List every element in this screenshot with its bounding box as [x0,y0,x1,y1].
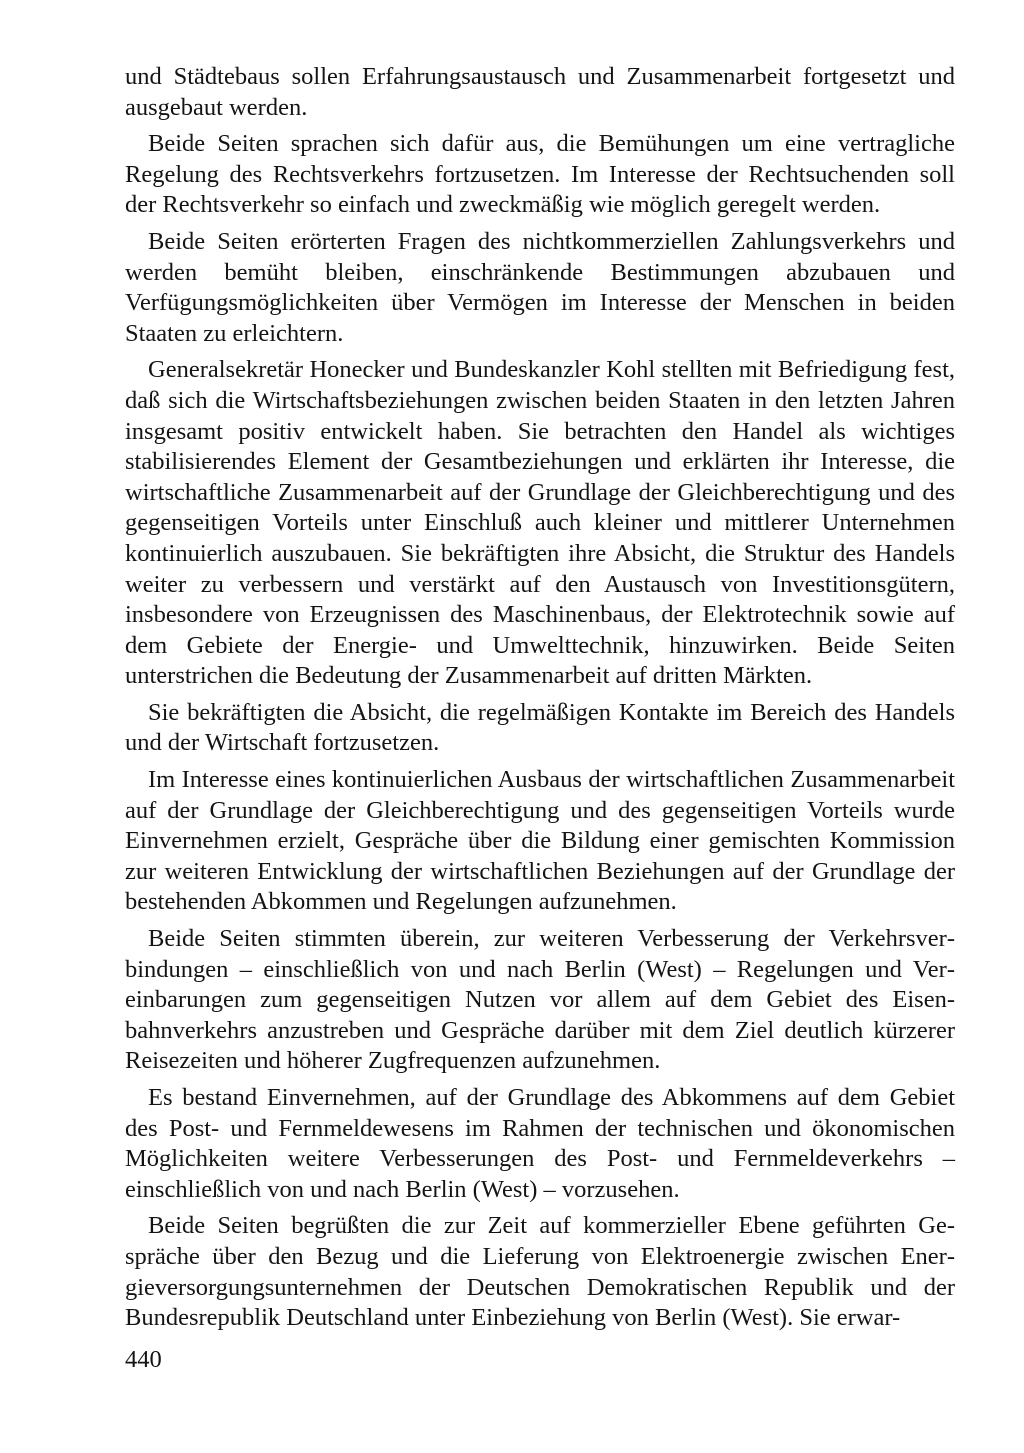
paragraph-rechtsverkehr: Beide Seiten sprachen sich dafür aus, die Bemühungen um eine vertragliche Regelung des Rechtsverkehrs fortzusetzen. Im Interesse der Rechtsuchenden soll der Rechtsverkehr so einfach und zweckmäßig wie möglich geregelt werden. [125,130,955,219]
paragraph-fernmeldewesen: Es bestand Einvernehmen, auf der Grundlage des Abkommens auf dem Gebiet des Post- und Fernmeldewesens im Rahmen der technischen und ökonomischen Möglichkeiten weitere Verbesserungen des Post- und Fernmeldeverkehrs – einschließlich von und nach Berlin (West) – vorzusehen. [125,1084,955,1203]
paragraph-verkehrsverbindungen: Beide Seiten stimmten überein, zur weiteren Verbesserung der Verkehrsverbindungen – einschließlich von und nach Berlin (West) – Regelungen und Vereinbarungen zum gegenseitigen Nutzen vor allem auf dem Gebiet des Eisenbahnverkehrs anzustreben und Gespräche darüber mit dem Ziel deutlich kürzerer Reisezeiten und höherer Zugfrequenzen aufzunehmen. [125,925,955,1075]
paragraph-staedtebau: und Städtebaus sollen Erfahrungsaustausch und Zusammenarbeit fortgesetzt und ausgebaut werden. [125,63,955,121]
paragraph-kontakte: Sie bekräftigten die Absicht, die regelmäßigen Kontakte im Bereich des Handels und der Wirtschaft fortzusetzen. [125,698,955,757]
page-number: 440 [125,1346,162,1373]
paragraph-zahlungsverkehr: Beide Seiten erörterten Fragen des nichtkommerziellen Zahlungsverkehrs und werden bemüht bleiben, einschränkende Bestimmungen abzubauen und Verfügungsmöglichkeiten über Vermögen im Interesse der Menschen in beiden Staaten zu erleichtern. [125,227,955,347]
paragraph-elektroenergie: Beide Seiten begrüßten die zur Zeit auf kommerzieller Ebene geführten Gespräche über den Bezug und die Lieferung von Elektroenergie zwischen Energieversorgungsunternehmen der Deutschen Demokratischen Republik und der Bundesrepublik Deutschland unter Einbeziehung von Berlin (West). Sie erwar- [125,1212,955,1332]
body-text [125,62,955,1340]
paragraph-wirtschaftsbeziehungen: Generalsekretär Honecker und Bundeskanzler Kohl stellten mit Befriedigung fest, daß sich die Wirtschaftsbeziehungen zwischen beiden Staaten in den letzten Jahren insgesamt positiv entwickelt haben. Sie betrachten den Handel als wichtiges stabilisierendes Element der Gesamtbeziehungen und erklärten ihr Interesse, die wirtschaftliche Zusammenarbeit auf der Grundlage der Gleichberechtigung und des gegenseitigen Vorteils unter Einschluß auch kleiner und mittlerer Unternehmen kontinuierlich auszubauen. Sie bekräftigten ihre Absicht, die Struktur des Handels weiter zu verbessern und verstärkt auf den Austausch von Investitionsgütern, insbesondere von Erzeugnissen des Maschinenbaus, der Elektrotechnik sowie auf dem Gebiete der Energie- und Umwelttechnik, hinzuwirken. Beide Seiten unterstrichen die Bedeutung der Zusammenarbeit auf dritten Märkten. [125,356,955,690]
paragraph-kommission: Im Interesse eines kontinuierlichen Ausbaus der wirtschaftlichen Zusammenarbeit auf der Grundlage der Gleichberechtigung und des gegenseitigen Vorteils wurde Einvernehmen erzielt, Gespräche über die Bildung einer gemischten Kommission zur weiteren Entwicklung der wirtschaftlichen Beziehungen auf der Grundlage der bestehenden Abkommen und Regelungen aufzunehmen. [125,766,955,916]
